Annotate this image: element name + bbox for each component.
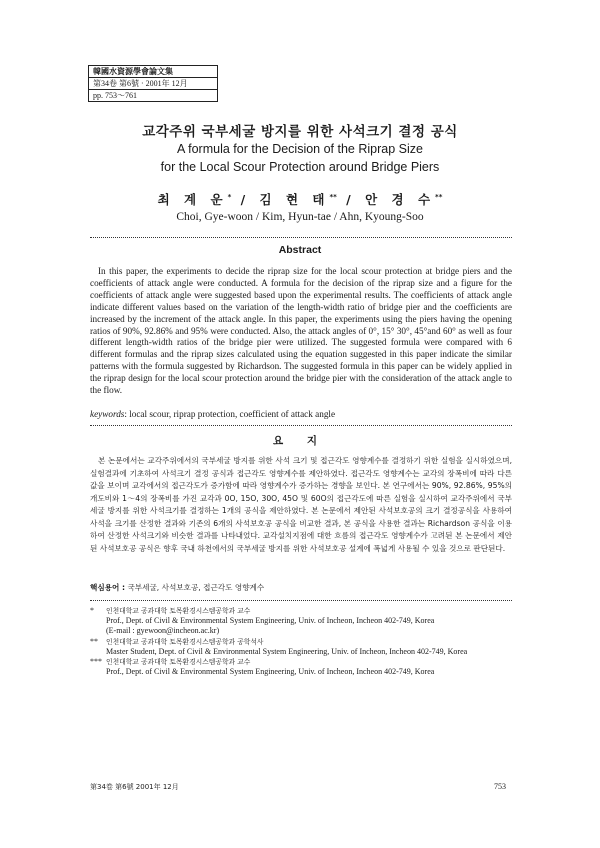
footnote-3 xyxy=(90,657,520,677)
footnote-mark: *** xyxy=(90,657,102,667)
keywords xyxy=(90,409,512,420)
yoji-body xyxy=(90,455,512,555)
author-3: 안 경 수 xyxy=(365,192,436,207)
page-number: 753 xyxy=(494,782,506,791)
abstract-heading: Abstract xyxy=(278,244,322,256)
keywords-label: keywords xyxy=(90,409,125,419)
core-keywords xyxy=(90,582,512,593)
abstract-text: In this paper, the experiments to decide the riprap size for the local scour protection at bridge piers and the coefficients of attack angle were conducted. A formula for the decision of the riprap size and a figure for the coefficients of attack angle were suggested based upon the experimental results. The coefficients of attack angle indicate different values based on the variation of the length-width ratio of bridge pier and the coefficients are increased by the increment of the attack angle. In this paper, the experiments using the piers having the opening ratios of 90%, 92.86% and 95% were conducted. Also, the attack angles of 0°, 15° 30°, 45°and 60° as well as four different length-width ratios of the bridge pier were utilized. The suggested formula were compared with 6 different formulas and the riprap sizes calculated using the equation suggested in this paper indicate the similar patterns with the formula suggested by Richardson. The suggested formula in this paper can be widely applied in the riprap design for the local scour protection around the bridge pier with the consideration of the attack angle to the flow. xyxy=(90,266,512,396)
journal-info-box xyxy=(88,65,218,102)
author-separator: / xyxy=(346,192,356,207)
yoji-heading: 요 지 xyxy=(273,435,327,447)
author-3-mark: ** xyxy=(435,192,443,201)
footnote-mark: * xyxy=(90,606,94,615)
dotted-divider xyxy=(90,600,512,601)
yoji-text: 본 논문에서는 교각주위에서의 국부세굴 방지를 위한 사석 크기 및 접근각도 영향계수를 결정하기 위한 실험을 실시하였으며, 실험결과에 기초하여 사석크기 결정 공식과 접근각도 영향계수를 제안하였다. 접근각도 영향계수는 교각의 장폭비에 따라 다른 값을 보이며 교각에서의 접근각도가 증가함에 따라 영향계수가 증가하는 경향을 보인다. 본 연구에서는 90%, 92.86%, 95%의 개도비와 1～4의 장폭비를 가진 교각과 0O, 15O, 30O, 45O 및 60O의 접근각도에 따른 실험을 실시하여 교각주위에서 국부 세굴 방지를 위한 사석크기를 결정하는 1개의 공식을 제안하였다. 본 논문에서 제안된 사석보호공의 크기 결정공식을 사용하여 사석을 크기를 산정한 결과와 기존의 6개의 사석보호공 공식을 비교한 결과, 본 공식을 사용한 결과는 Richardson 공식을 이용하여 산정한 사석크기와 비슷한 결과를 나타내었다. 교각설치지점에 대한 흐름의 접근각도 영향계수가 고려된 본 논문에서 제안된 사석보호공 공식은 향후 국내 하천에서의 국부세굴 방지를 위한 사석보호공 설계에 폭넓게 사용될 수 있을 것으로 판단된다. xyxy=(90,456,512,553)
footnote-mark: ** xyxy=(90,636,98,646)
footnote-2 xyxy=(90,637,520,657)
journal-volume-issue: 第34卷 第6號 · 2001年 12月 xyxy=(89,78,217,90)
title-english-line2: for the Local Scour Protection around Bridge Piers xyxy=(160,160,440,174)
author-1-mark: * xyxy=(227,192,232,201)
authors-english: Choi, Gye-woon / Kim, Hyun-tae / Ahn, Kyoung-Soo xyxy=(176,211,424,223)
dotted-divider xyxy=(90,237,512,238)
author-2-mark: ** xyxy=(329,192,337,201)
footnote-english: Prof., Dept. of Civil & Environmental System Engineering, Univ. of Incheon, Incheon 402-749, Korea xyxy=(106,667,435,677)
dotted-divider xyxy=(90,425,512,426)
abstract-body xyxy=(90,266,512,397)
journal-pages: pp. 753～761 xyxy=(93,91,137,100)
footer-journal-issue: 第34卷 第6號 2001年 12月 xyxy=(90,783,179,791)
author-separator: / xyxy=(240,192,251,207)
core-keywords-text: 국부세굴, 사석보호공, 접근각도 영향계수 xyxy=(127,583,265,592)
title-korean: 교각주위 국부세굴 방지를 위한 사석크기 결정 공식 xyxy=(142,124,458,140)
author-1: 최 계 운 xyxy=(157,192,228,207)
footnote-1 xyxy=(90,606,520,637)
footnote-email: (E-mail : gyewoon@incheon.ac.kr) xyxy=(106,626,220,636)
footnote-english: Prof., Dept. of Civil & Environmental System Engineering, Univ. of Incheon, Incheon 402-749, Korea xyxy=(106,616,435,626)
footnote-korean: 인천대학교 공과대학 토목환경시스템공학과 교수 xyxy=(106,607,251,615)
footnotes xyxy=(90,606,520,677)
title-english-line1: A formula for the Decision of the Riprap Size xyxy=(177,142,423,156)
footnote-korean: 인천대학교 공과대학 토목환경시스템공학과 공학석사 xyxy=(106,637,264,646)
footnote-korean: 인천대학교 공과대학 토목환경시스템공학과 교수 xyxy=(106,658,251,667)
journal-name: 韓國水資源學會論文集 xyxy=(89,66,217,78)
footnote-english: Master Student, Dept. of Civil & Environmental System Engineering, Univ. of Incheon, Incheon 402-749, Korea xyxy=(106,646,468,656)
authors-korean xyxy=(0,190,600,208)
author-2: 김 현 태 xyxy=(259,192,330,207)
keywords-text: : local scour, riprap protection, coefficient of attack angle xyxy=(124,409,336,419)
core-keywords-label: 핵심용어 : xyxy=(90,583,126,592)
